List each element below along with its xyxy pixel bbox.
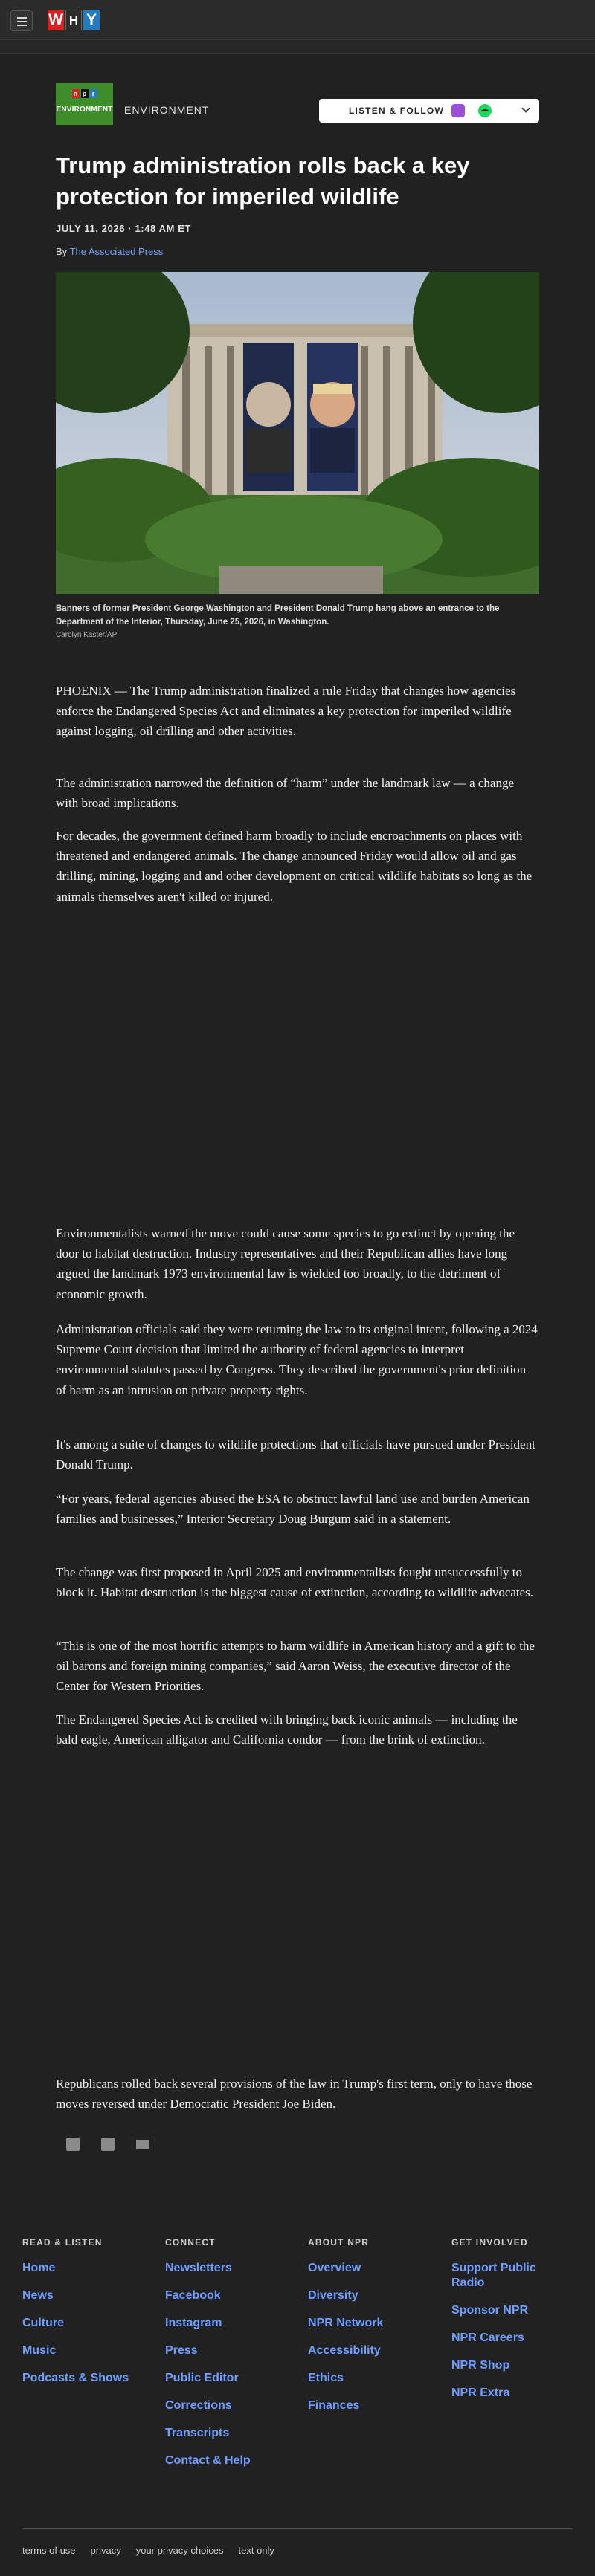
article-paragraph: It's among a suite of changes to wildlife protections that officials have pursued under President Donald Trump.	[56, 1437, 536, 1472]
share-tools	[66, 2138, 149, 2151]
footer-link[interactable]: Contact & Help	[165, 2454, 251, 2467]
article-paragraph: “This is one of the most horrific attempts to harm wildlife in American history and a gift to the oil barons and foreign mining companies,” said Aaron Weiss, the executive director of the Center for Western Priorities.	[56, 1639, 535, 1694]
privacy-link[interactable]: privacy	[90, 2545, 121, 2556]
footer-link[interactable]: Diversity	[308, 2289, 358, 2302]
article-date: JULY 11, 2026 · 1:48 AM ET	[56, 223, 192, 234]
hamburger-icon-bar	[17, 25, 27, 26]
footer-link[interactable]: NPR Network	[308, 2317, 384, 2329]
station-logo[interactable]	[48, 10, 100, 30]
footer-link[interactable]: Corrections	[165, 2399, 232, 2412]
email-icon[interactable]	[136, 2140, 149, 2149]
hamburger-icon	[17, 17, 27, 19]
footer-column-get-involved	[451, 2237, 563, 2413]
footer-link[interactable]: Podcasts & Shows	[22, 2372, 129, 2384]
article-paragraph: PHOENIX — The Trump administration finalized a rule Friday that changes how agencies enforce the Endangered Species Act and eliminates a key protection for imperiled wildlife against logging, oil drilling and other activities.	[56, 684, 516, 739]
article-paragraph: The Endangered Species Act is credited with bringing back iconic animals — including the bald eagle, American alligator and California condor — from the brink of extinction.	[56, 1712, 518, 1747]
legal-links	[22, 2545, 274, 2556]
footer-link[interactable]: Newsletters	[165, 2262, 232, 2274]
footer-link[interactable]: NPR Shop	[451, 2359, 510, 2372]
footer-column-about-npr	[308, 2237, 449, 2426]
hamburger-icon-bar	[17, 21, 27, 22]
footer-link[interactable]: Accessibility	[308, 2344, 381, 2357]
footer-heading: ABOUT NPR	[308, 2237, 370, 2247]
footer-link[interactable]: Ethics	[308, 2372, 344, 2384]
footer-heading: GET INVOLVED	[451, 2237, 528, 2247]
footer-link[interactable]: News	[22, 2289, 54, 2302]
menu-button[interactable]	[10, 10, 33, 31]
logo-letter-y: Y	[83, 10, 100, 30]
terms-of-use-link[interactable]: terms of use	[22, 2545, 76, 2556]
interior-building-photo	[56, 272, 539, 594]
article-paragraph: The change was first proposed in April 2025 and environmentalists fought unsuccessfully to block it. Habitat destruction is the biggest cause of extinction, according to wildlife advocates.	[56, 1565, 534, 1600]
listen-follow-dropdown[interactable]	[319, 99, 539, 123]
author-link[interactable]: The Associated Press	[69, 246, 164, 257]
article-paragraph: “For years, federal agencies abused the ESA to obstruct lawful land use and burden American families and businesses,” Interior Secretary Doug Burgum said in a statement.	[56, 1492, 530, 1527]
footer-link[interactable]: NPR Careers	[451, 2331, 524, 2344]
story-eyebrow	[56, 82, 539, 126]
footer-link[interactable]: NPR Extra	[451, 2386, 510, 2399]
section-label[interactable]: ENVIRONMENT	[124, 104, 210, 116]
text-only-link[interactable]: text only	[238, 2545, 274, 2556]
footer-link[interactable]: Transcripts	[165, 2427, 230, 2439]
flipboard-icon[interactable]	[101, 2138, 115, 2151]
footer-link[interactable]: Home	[22, 2262, 56, 2274]
apple-podcasts-icon[interactable]	[451, 104, 465, 117]
photo-caption: Banners of former President George Washington and President Donald Trump hang above an entrance to the Department of the Interior, Thursday, June 25, 2026, in Washington.	[56, 604, 500, 627]
footer-link[interactable]: Culture	[22, 2317, 64, 2329]
footer-link[interactable]: Overview	[308, 2262, 361, 2274]
article-paragraph: The administration narrowed the definition of “harm” under the landmark law — a change with broad implications.	[56, 776, 515, 811]
footer-link[interactable]: Sponsor NPR	[451, 2304, 529, 2317]
footer-column-connect	[165, 2237, 306, 2481]
photo-credit: Carolyn Kaster/AP	[56, 631, 118, 639]
npr-logo-icon: n p r	[56, 89, 113, 98]
footer-link[interactable]: Public Editor	[165, 2372, 239, 2384]
program-logo-text: ENVIRONMENT	[56, 106, 113, 114]
facebook-icon[interactable]	[66, 2138, 80, 2151]
footer-link[interactable]: Finances	[308, 2399, 360, 2412]
nav-band	[0, 40, 595, 54]
byline	[56, 246, 163, 257]
footer-link[interactable]: Facebook	[165, 2289, 221, 2302]
lead-photo[interactable]	[56, 272, 539, 594]
byline-prefix: By	[56, 246, 68, 257]
chevron-down-icon[interactable]	[521, 104, 530, 112]
footer-column-read-listen	[22, 2237, 164, 2398]
article-paragraph: Administration officials said they were returning the law to its original intent, following a 2024 Supreme Court decision that limited the authority of federal agencies to interpret environmental statutes passed by Congress. They described the government's prior definition of harm as an intrusion on private property rights.	[56, 1322, 538, 1397]
article-paragraph: For decades, the government defined harm broadly to include encroachments on places with threatened and endangered animals. The change announced Friday would allow oil and gas drilling, mining, logging and and other development on critical wildlife habitats so long as the animals themselves aren't killed or injured.	[56, 829, 533, 904]
footer-link[interactable]: Support Public Radio	[451, 2262, 536, 2289]
logo-letter-h: H	[65, 10, 82, 30]
article-paragraph: Republicans rolled back several provisions of the law in Trump's first term, only to have those moves reversed under Democratic President Joe Biden.	[56, 2077, 533, 2111]
top-navigation	[0, 0, 595, 40]
footer-link[interactable]: Instagram	[165, 2317, 222, 2329]
listen-follow-label: LISTEN & FOLLOW	[349, 106, 444, 116]
footer-divider	[22, 2528, 573, 2529]
privacy-choices-link[interactable]: your privacy choices	[135, 2545, 224, 2556]
footer-heading: CONNECT	[165, 2237, 216, 2247]
footer-link[interactable]: Press	[165, 2344, 198, 2357]
footer-link[interactable]: Music	[22, 2344, 57, 2357]
spotify-icon[interactable]	[478, 104, 492, 117]
footer-heading: READ & LISTEN	[22, 2237, 103, 2247]
article-title: Trump administration rolls back a key protection for imperiled wildlife	[56, 152, 470, 210]
environment-program-logo[interactable]	[56, 83, 113, 125]
logo-letter-w: W	[48, 10, 64, 30]
article-paragraph: Environmentalists warned the move could cause some species to go extinct by opening the door to habitat destruction. Industry representatives and their Republican allies have long argued the landmark 1973 environmental law is wielded too broadly, to the detriment of economic growth.	[56, 1226, 515, 1301]
